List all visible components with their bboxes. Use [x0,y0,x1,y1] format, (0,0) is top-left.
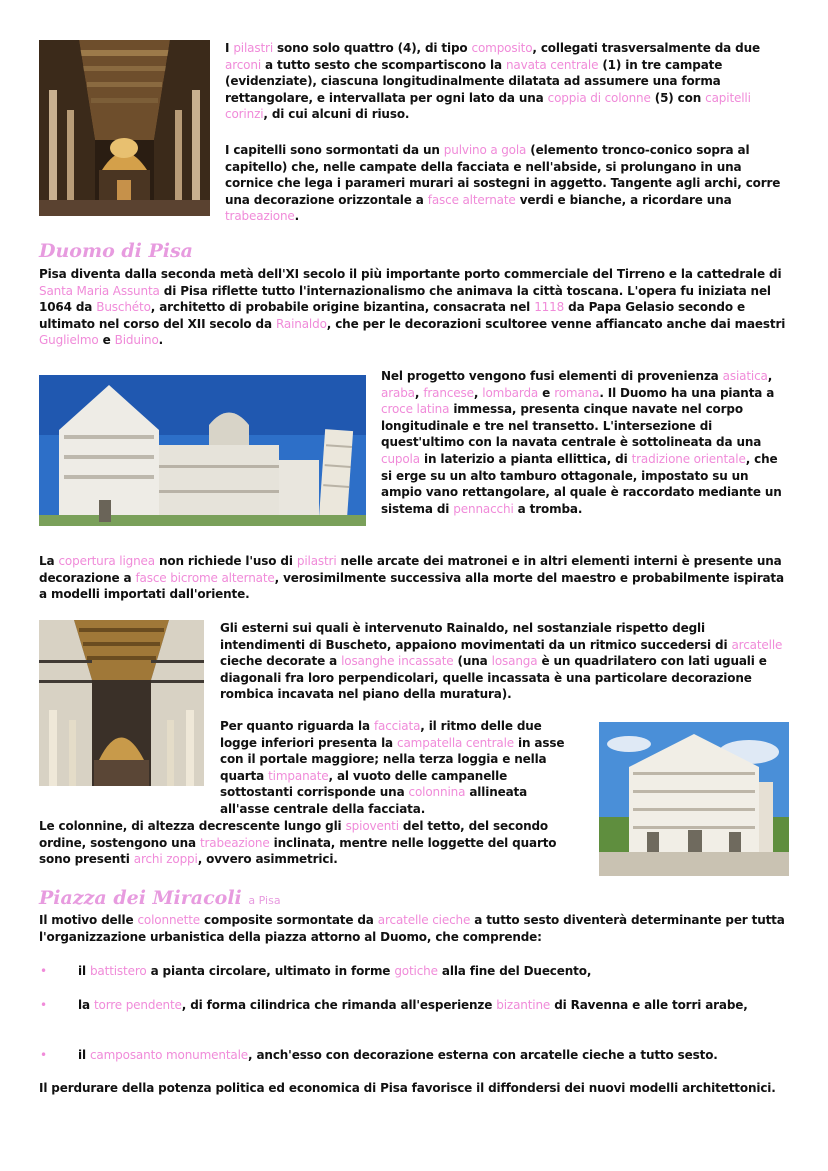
text-segment: non richiede l'uso di [155,554,297,568]
text-segment: , verosimilmente successiva alla morte del maestro e probabilmente ispirata a modelli importati dall'oriente. [39,570,784,602]
highlighted-term: 1118 [534,300,565,315]
highlighted-term: trabeazione [199,835,270,850]
text-segment: Il perdurare della potenza politica ed economica di Pisa favorisce il diffondersi dei nuovi modelli architettonici. [39,1081,776,1095]
text-segment: Le colonnine, di altezza decrescente lungo gli [39,819,346,833]
section-subtitle-piazza: a Pisa [248,894,281,907]
highlighted-term: colonnette [137,913,200,927]
text-segment: , di cui alcuni di riuso. [263,107,410,122]
text-segment: di Ravenna e alle torri arabe, [550,998,748,1012]
highlighted-term: arcatelle cieche [377,913,471,927]
text-segment: . [158,333,164,348]
text-segment: del tetto, del secondo ordine, sostengono una [39,819,549,850]
highlighted-term: francese [423,385,474,400]
text-segment: , ovvero asimmetrici. [197,852,338,867]
piazza-paragraph-1 [39,912,791,945]
highlighted-term: capitelli corinzi [225,90,751,122]
text-segment: e [98,333,115,348]
section-title-piazza: Piazza dei Miracoli a Pisa [39,887,281,909]
highlighted-term: Santa Maria Assunta [39,283,160,298]
text-segment: . Il Duomo ha una pianta a [599,385,775,400]
text-segment: La [39,554,59,568]
text-segment: il [78,1048,90,1062]
text-segment: , al vuoto delle campanelle sottostanti corrisponde una [220,768,508,800]
highlighted-term: Rainaldo [275,316,327,331]
cathedral-exterior-photo [39,375,366,526]
piazza-bullet-2 [78,997,791,1014]
text-segment: , [414,385,424,400]
highlighted-term: fasce alternate [427,192,516,207]
text-segment: Pisa diventa dalla seconda metà dell'XI secolo il più importante porto commerciale del Tirreno e la cattedrale di [39,267,782,281]
duomo-paragraph-2 [381,368,791,517]
highlighted-term: asiatica [722,369,768,383]
highlighted-term: pennacchi [453,501,514,516]
highlighted-term: Buschéto [96,300,151,315]
highlighted-term: araba [381,385,415,400]
text-segment: (elemento tronco-conico sopra al capitello) che, nelle campate della facciata e nell'abside, si prolungano in una cornice che lega i parameri murari ai sostegni in aggetto. Tangente agli archi, corre una decorazione orizzontale a [225,143,781,207]
text-segment: (5) con [650,90,706,105]
cathedral-facade-photo [599,722,789,876]
text-segment: allineata all'asse centrale della facciata. [220,785,528,816]
highlighted-term: romana [554,385,600,400]
intro-paragraph-1 [225,40,791,123]
highlighted-term: fasce bicrome alternate [135,570,275,585]
highlighted-term: gotiche [394,964,438,978]
highlighted-term: tradizione orientale [631,451,746,466]
text-segment: , collegati trasversalmente da due [532,41,760,55]
highlighted-term: cupola [381,451,420,466]
text-segment: a tutto sesto che scompartiscono la [261,57,506,72]
text-segment: , il ritmo delle due logge inferiori presenta la [220,719,542,750]
text-segment: composite sormontate da [200,913,378,927]
text-segment: Il motivo delle [39,913,138,927]
bullet-2: • [40,998,48,1012]
duomo-paragraph-6 [39,818,579,868]
highlighted-term: arconi [225,57,262,72]
highlighted-term: torre pendente [93,998,182,1012]
highlighted-term: coppia di colonne [547,90,651,105]
text-segment: in laterizio a pianta ellittica, di [419,451,632,466]
highlighted-term: pulvino a gola [443,143,527,157]
church-interior-photo [39,40,210,216]
highlighted-term: colonnina [408,785,466,800]
highlighted-term: croce latina [381,402,450,417]
text-segment: immessa, presenta cinque navate nel corpo longitudinale e tre nel transetto. L'intersezione di quest'ultimo con la navata centrale è sottolineata da una [381,402,762,450]
text-segment: , [473,385,483,400]
intro-paragraph-2 [225,142,791,225]
highlighted-term: arcatelle [731,637,783,652]
text-segment: sono solo quattro (4), di tipo [273,41,472,55]
bullet-1: • [40,964,48,978]
piazza-bullet-1 [78,963,791,980]
text-segment: a pianta circolare, ultimato in forme [146,964,395,978]
text-segment: , che si erge su un alto tamburo ottagonale, impostato su un ampio vano rettangolare, al quale è raccordato mediante un sistema di [381,451,782,516]
highlighted-term: battistero [89,964,147,978]
highlighted-term: camposanto monumentale [89,1048,249,1062]
highlighted-term: pilastri [233,41,274,55]
highlighted-term: archi zoppi [133,852,198,867]
highlighted-term: bizantine [496,998,551,1012]
highlighted-term: navata centrale [505,57,599,72]
text-segment: a tutto sesto diventerà determinante per tutta l'organizzazione urbanistica della piazza attorno al Duomo, che comprende: [39,913,785,944]
highlighted-term: Biduino [114,333,159,348]
text-segment: alla fine del Duecento, [437,964,592,978]
text-segment: I capitelli sono sormontati da un [225,143,444,157]
highlighted-term: losanga [491,654,538,669]
section-title-duomo: Duomo di Pisa [39,240,193,262]
text-segment: in asse con il portale maggiore; nella terza loggia e nella quarta [220,735,565,783]
highlighted-term: Guglielmo [39,333,99,348]
duomo-paragraph-3 [39,553,791,603]
highlighted-term: composito [471,41,533,55]
text-segment: (una [453,654,492,669]
highlighted-term: facciata [373,719,421,733]
text-segment: , che per le decorazioni scultoree venne affiancato anche dai maestri [326,316,786,331]
highlighted-term: trabeazione [225,209,295,224]
duomo-paragraph-4 [220,620,791,703]
text-segment: di Pisa riflette tutto l'internazionalismo che animava la città toscana. L'opera fu iniziata nel 1064 da [39,283,771,315]
bullet-3: • [40,1048,48,1062]
piazza-bullet-3 [78,1047,791,1064]
text-segment: (1) in tre campate (evidenziate), ciascuna longitudinalmente dilatata ad assumere una forma rettangolare, e intervallata per ogni lato da una [225,57,723,105]
duomo-paragraph-5 [220,718,570,818]
text-segment: , [767,369,773,383]
text-segment: cieche decorate a [220,654,342,669]
highlighted-term: spioventi [345,819,399,833]
text-segment: da Papa Gelasio secondo e ultimato nel corso del XII secolo da [39,300,745,331]
text-segment: , anch'esso con decorazione esterna con arcatelle cieche a tutto sesto. [248,1048,718,1062]
highlighted-term: campatella centrale [397,735,515,750]
text-segment: la [78,998,94,1012]
duomo-paragraph-1 [39,266,791,349]
text-segment: nelle arcate dei matronei e in altri elementi interni è presente una decorazione a [39,554,782,585]
highlighted-term: losanghe incassate [341,654,454,669]
text-segment: il [78,964,90,978]
text-segment: Nel progetto vengono fusi elementi di provenienza [381,369,723,383]
nave-interior-photo [39,620,204,786]
text-segment: Gli esterni sui quali è intervenuto Rainaldo, nel sostanziale rispetto degli intendimenti di Buscheto, appaiono movimentati da un ritmico succedersi di [220,621,732,652]
text-segment: inclinata, mentre nelle loggette del quarto sono presenti [39,835,557,867]
text-segment: è un quadrilatero con lati uguali e diagonali fra loro perpendicolari, quelle incassata è una particolare decorazione rombica incavata nel piano della muratura). [220,654,767,702]
text-segment: verdi e bianche, a ricordare una [515,192,732,207]
text-segment: , di forma cilindrica che rimanda all'esperienze [181,998,497,1012]
text-segment: Per quanto riguarda la [220,719,374,733]
text-segment: a tromba. [513,501,583,516]
highlighted-term: timpanate [268,768,329,783]
text-segment: e [538,385,555,400]
text-segment: , architetto di probabile origine bizantina, consacrata nel [150,300,535,315]
highlighted-term: copertura lignea [58,554,155,568]
highlighted-term: pilastri [296,554,337,568]
highlighted-term: lombarda [482,385,539,400]
text-segment: I [225,41,234,55]
closing-paragraph [39,1080,791,1097]
text-segment: . [294,209,300,224]
